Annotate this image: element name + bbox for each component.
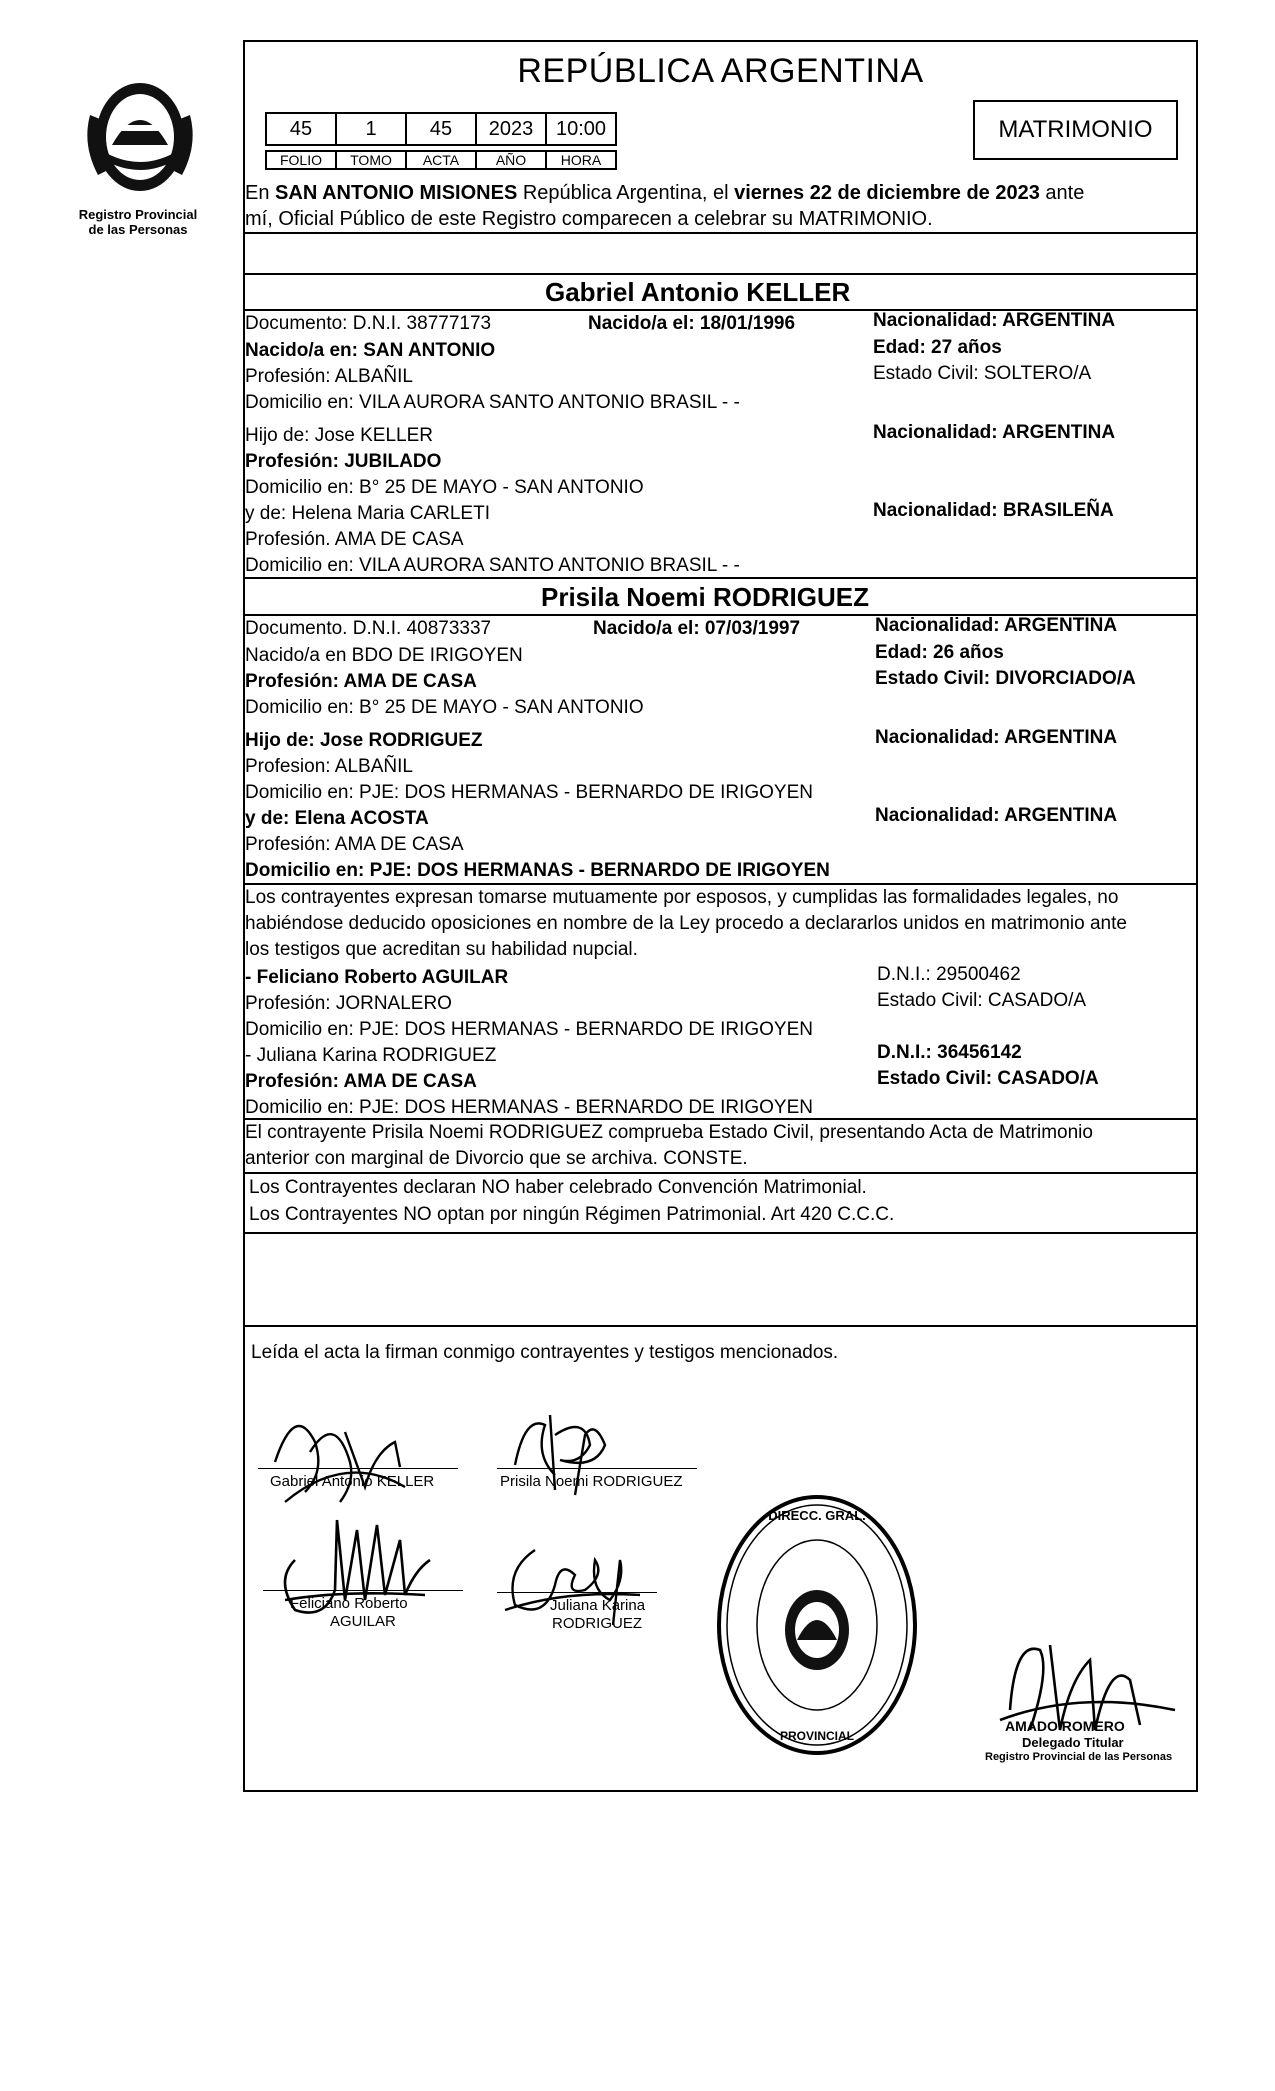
spouse1-nationality: Nacionalidad: ARGENTINA (873, 310, 1116, 331)
acta-label: ACTA (405, 150, 477, 170)
witness2-name: - Juliana Karina RODRIGUEZ (245, 1045, 497, 1066)
official-office: Registro Provincial de las Personas (985, 1751, 1173, 1763)
spouse1-profession: Profesión: ALBAÑIL (245, 366, 413, 387)
folio-value: 45 (265, 112, 337, 146)
spouse1-age: Edad: 27 años (873, 337, 1002, 358)
spouse1-mother-profession: Profesión. AMA DE CASA (245, 529, 464, 550)
country-title: REPÚBLICA ARGENTINA (517, 52, 924, 90)
spouse1-father-address: Domicilio en: B° 25 DE MAYO - SAN ANTONIO (245, 477, 644, 498)
province-shield-icon (80, 75, 200, 205)
spouse2-father-address: Domicilio en: PJE: DOS HERMANAS - BERNARDO DE IRIGOYEN (245, 782, 813, 803)
acta-value: 45 (405, 112, 477, 146)
closing-text: Leída el acta la firman conmigo contrayentes y testigos mencionados. (251, 1342, 839, 1363)
declaration-line1: Los contrayentes expresan tomarse mutuamente por esposos, y cumplidas las formalidades legales, no (245, 887, 1119, 908)
spouse2-father-profession: Profesion: ALBAÑIL (245, 756, 413, 777)
spouse2-mother-profession: Profesión: AMA DE CASA (245, 834, 464, 855)
registry-emblem (80, 75, 200, 205)
witness1-civil-status: Estado Civil: CASADO/A (877, 990, 1087, 1011)
signature-witness1-name-b: AGUILAR (330, 1613, 396, 1630)
spouse2-civil-status: Estado Civil: DIVORCIADO/A (875, 668, 1136, 689)
spouse2-father: Hijo de: Jose RODRIGUEZ (245, 730, 483, 751)
signature-witness1-name-a: Feliciano Roberto (290, 1595, 408, 1612)
signature-witness2-name-a: Juliana Karina (550, 1597, 646, 1614)
hora-label: HORA (545, 150, 617, 170)
svg-text:PROVINCIAL: PROVINCIAL (779, 1729, 855, 1743)
signature-witness2-name-b: RODRIGUEZ (552, 1615, 642, 1632)
spouse1-name: Gabriel Antonio KELLER (545, 277, 851, 307)
folio-label: FOLIO (265, 150, 337, 170)
spouse2-address: Domicilio en: B° 25 DE MAYO - SAN ANTONIO (245, 697, 644, 718)
spouse1-civil-status: Estado Civil: SOLTERO/A (873, 363, 1092, 384)
note-line3: Los Contrayentes declaran NO haber celebrado Convención Matrimonial. (249, 1177, 867, 1198)
hora-value: 10:00 (545, 112, 617, 146)
act-type-box: MATRIMONIO (973, 100, 1178, 160)
spouse1-documento: Documento: D.N.I. 38777173 (245, 313, 492, 334)
tomo-value: 1 (335, 112, 407, 146)
spouse1-address: Domicilio en: VILA AURORA SANTO ANTONIO BRASIL - - (245, 392, 740, 413)
official-title: Delegado Titular (1022, 1735, 1124, 1750)
registry-name-line2: de las Personas (88, 222, 188, 237)
svg-text:DIRECC. GRAL.: DIRECC. GRAL. (768, 1508, 866, 1523)
spouse2-mother-nationality: Nacionalidad: ARGENTINA (875, 805, 1118, 826)
note-line1: El contrayente Prisila Noemi RODRIGUEZ comprueba Estado Civil, presentando Acta de Matrimonio (245, 1122, 1093, 1143)
signature-spouse2-name: Prisila Noemi RODRIGUEZ (500, 1473, 683, 1490)
spouse1-father: Hijo de: Jose KELLER (245, 425, 433, 446)
spouse2-documento: Documento. D.N.I. 40873337 (245, 618, 492, 639)
tomo-label: TOMO (335, 150, 407, 170)
spouse1-mother: y de: Helena Maria CARLETI (245, 503, 490, 524)
witness2-address: Domicilio en: PJE: DOS HERMANAS - BERNARDO DE IRIGOYEN (245, 1097, 813, 1118)
witness2-civil-status: Estado Civil: CASADO/A (877, 1068, 1099, 1089)
spouse2-mother-address: Domicilio en: PJE: DOS HERMANAS - BERNARDO DE IRIGOYEN (245, 860, 830, 881)
note-line4: Los Contrayentes NO optan por ningún Régimen Patrimonial. Art 420 C.C.C. (249, 1204, 895, 1225)
official-name: AMADO ROMERO (1005, 1718, 1125, 1734)
spouse2-name: Prisila Noemi RODRIGUEZ (541, 582, 869, 612)
spouse2-father-nationality: Nacionalidad: ARGENTINA (875, 727, 1118, 748)
spouse1-birthplace: Nacido/a en: SAN ANTONIO (245, 340, 496, 361)
official-seal (712, 1490, 922, 1760)
anio-label: AÑO (475, 150, 547, 170)
witness1-address: Domicilio en: PJE: DOS HERMANAS - BERNARDO DE IRIGOYEN (245, 1019, 813, 1040)
witness2-dni: D.N.I.: 36456142 (877, 1042, 1022, 1063)
witness1-profession: Profesión: JORNALERO (245, 993, 452, 1014)
spouse2-profession: Profesión: AMA DE CASA (245, 671, 477, 692)
witness1-name: - Feliciano Roberto AGUILAR (245, 967, 509, 988)
registry-name-line1: Registro Provincial (78, 207, 198, 222)
declaration-line2: habiéndose deducido oposiciones en nombre de la Ley procedo a declararlos unidos en matrimonio ante (245, 913, 1127, 934)
witness2-profession: Profesión: AMA DE CASA (245, 1071, 477, 1092)
registry-seal-icon (712, 1490, 922, 1760)
spouse1-father-profession: Profesión: JUBILADO (245, 451, 442, 472)
declaration-line3: los testigos que acreditan su habilidad nupcial. (245, 939, 638, 960)
signature-spouse1-name: Gabriel Antonio KELLER (270, 1473, 435, 1490)
intro-line2: mí, Oficial Público de este Registro comparecen a celebrar su MATRIMONIO. (245, 208, 933, 230)
spouse2-birthplace: Nacido/a en BDO DE IRIGOYEN (245, 645, 523, 666)
spouse2-age: Edad: 26 años (875, 642, 1004, 663)
note-line2: anterior con marginal de Divorcio que se archiva. CONSTE. (245, 1148, 748, 1169)
witness1-dni: D.N.I.: 29500462 (877, 964, 1021, 985)
spouse1-mother-nationality: Nacionalidad: BRASILEÑA (873, 500, 1114, 521)
spouse1-mother-address: Domicilio en: VILA AURORA SANTO ANTONIO BRASIL - - (245, 555, 740, 576)
intro-line1: En SAN ANTONIO MISIONES República Argentina, el viernes 22 de diciembre de 2023 ante (245, 182, 1085, 204)
anio-value: 2023 (475, 112, 547, 146)
spouse1-father-nationality: Nacionalidad: ARGENTINA (873, 422, 1116, 443)
spouse2-birth-date: Nacido/a el: 07/03/1997 (593, 618, 801, 639)
spouse1-birth-date: Nacido/a el: 18/01/1996 (588, 313, 796, 334)
spouse2-mother: y de: Elena ACOSTA (245, 808, 429, 829)
spouse2-nationality: Nacionalidad: ARGENTINA (875, 615, 1118, 636)
